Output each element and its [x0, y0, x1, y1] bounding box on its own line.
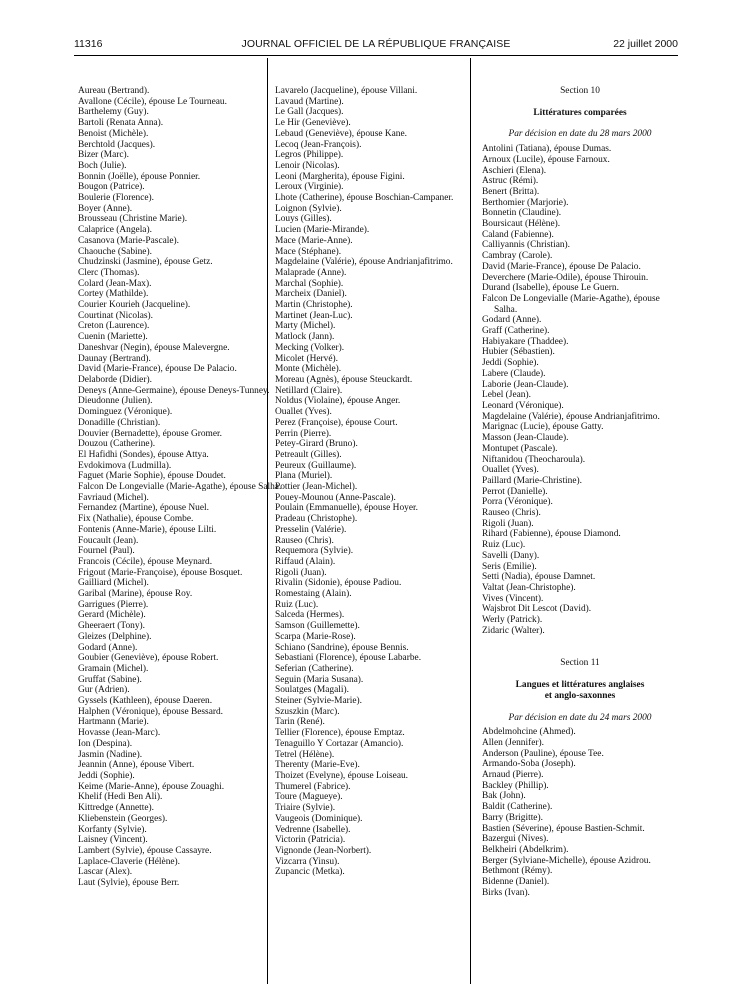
- list-item: Vignonde (Jean-Norbert).: [275, 845, 372, 856]
- list-item: Werly (Patrick).: [482, 615, 543, 626]
- list-item: Deneys (Anne-Germaine), épouse Deneys-Tunney.: [78, 385, 270, 396]
- list-item: Netillard (Claire).: [275, 385, 343, 396]
- list-item: Goubier (Geneviève), épouse Robert.: [78, 653, 219, 664]
- list-item: Berthomier (Marjorie).: [482, 197, 569, 208]
- list-item: Casanova (Marie-Pascale).: [78, 235, 179, 246]
- list-item: Savelli (Dany).: [482, 550, 540, 561]
- list-item: Schiano (Sandrine), épouse Bennis.: [275, 642, 409, 653]
- list-item: Setti (Nadia), épouse Damnet.: [482, 572, 596, 583]
- list-item: Halphen (Véronique), épouse Bessard.: [78, 706, 224, 717]
- publication-date: 22 juillet 2000: [613, 38, 678, 50]
- list-item: Anderson (Pauline), épouse Tee.: [482, 748, 604, 759]
- list-item: Habiyakare (Thaddee).: [482, 336, 569, 347]
- section-11-decision: Par décision en date du 24 mars 2000: [508, 712, 652, 723]
- list-item: Rauseo (Chris).: [482, 508, 541, 519]
- list-item: Brousseau (Christine Marie).: [78, 214, 188, 225]
- list-item: Evdokimova (Ludmilla).: [78, 460, 172, 471]
- list-item: Bonnetin (Claudine).: [482, 208, 562, 219]
- list-item: Faguet (Marie Sophie), épouse Doudet.: [78, 471, 226, 482]
- list-item: Allen (Jennifer).: [482, 737, 544, 748]
- list-item: Bethmont (Rémy).: [482, 866, 553, 877]
- list-item: Birks (Ivan).: [482, 887, 530, 898]
- list-item: Courier Kourieh (Jacqueline).: [78, 300, 191, 311]
- list-item: Dieudonne (Julien).: [78, 396, 153, 407]
- list-item: Garrigues (Pierre).: [78, 599, 149, 610]
- list-item: Jasmin (Nadine).: [78, 749, 143, 760]
- list-item: Thoizet (Evelyne), épouse Loiseau.: [275, 771, 409, 781]
- list-item: Loignon (Sylvie).: [275, 203, 342, 214]
- list-item: Boursicaut (Hélène).: [482, 219, 561, 230]
- list-item: Avallone (Cécile), épouse Le Tourneau.: [78, 96, 227, 107]
- list-item: Le Hir (Geneviève).: [275, 118, 351, 129]
- list-item: Vaugeois (Dominique).: [275, 813, 363, 824]
- list-item: Backley (Phillip).: [482, 780, 549, 791]
- list-item: Poulain (Emmanuelle), épouse Hoyer.: [275, 503, 418, 514]
- list-item: Hovasse (Jean-Marc).: [78, 728, 161, 739]
- list-item: Ouallet (Yves).: [275, 407, 332, 418]
- list-item: Godard (Anne).: [482, 315, 542, 326]
- name-list-column-1: [78, 86, 283, 889]
- list-item: Arnaud (Pierre).: [482, 770, 544, 781]
- list-item: Salceda (Hermes).: [275, 610, 345, 621]
- list-item: Tellier (Florence), épouse Emptaz.: [275, 728, 405, 739]
- list-item: Romestaing (Alain).: [275, 589, 352, 600]
- section-10-decision: Par décision en date du 28 mars 2000: [508, 129, 652, 140]
- list-item: Valtat (Jean-Christophe).: [482, 582, 576, 593]
- list-item: Monte (Michèle).: [275, 364, 342, 375]
- list-item: Szuszkin (Marc).: [275, 706, 340, 717]
- list-item: Ion (Despina).: [78, 738, 133, 749]
- list-item: Tetrel (Hélène).: [275, 749, 335, 760]
- list-item: Montupet (Pascale).: [482, 443, 558, 454]
- list-item: Gerard (Michèle).: [78, 610, 146, 621]
- list-item: Antolini (Tatiana), épouse Dumas.: [482, 144, 612, 155]
- list-item: Labere (Claude).: [482, 368, 546, 379]
- list-item: Fernandez (Martine), épouse Nuel.: [78, 503, 209, 514]
- list-item: Lucien (Marie-Mirande).: [275, 225, 370, 236]
- list-item: Hubier (Sébastien).: [482, 347, 555, 358]
- list-item: Martin (Christophe).: [275, 300, 353, 311]
- page-header: [74, 38, 678, 54]
- section-10-title: Littératures comparées: [533, 107, 627, 118]
- list-item: Requemora (Sylvie).: [275, 546, 354, 557]
- list-item: Presselin (Valérie).: [275, 524, 347, 535]
- list-item: Lavaud (Martine).: [275, 96, 344, 107]
- list-item: Lambert (Sylvie), épouse Cassayre.: [78, 845, 212, 856]
- list-item: Bastien (Séverine), épouse Bastien-Schmit.: [482, 823, 645, 834]
- section-gap: [482, 636, 678, 658]
- list-item: Fix (Nathalie), épouse Combe.: [78, 514, 194, 525]
- list-item: Chudzinski (Jasmine), épouse Getz.: [78, 257, 213, 268]
- section-11-title: [482, 680, 678, 701]
- list-item: Leoni (Margherita), épouse Figini.: [275, 171, 405, 182]
- list-item: Lecoq (Jean-François).: [275, 139, 362, 150]
- list-item: Ruiz (Luc).: [482, 540, 526, 551]
- list-item: Malaprade (Anne).: [275, 267, 347, 278]
- list-item: El Hafidhi (Sondes), épouse Attya.: [78, 449, 209, 460]
- list-item: Zidaric (Walter).: [482, 625, 545, 636]
- list-item: Wajsbrot Dit Lescot (David).: [482, 604, 592, 615]
- list-item: Berger (Sylviane-Michelle), épouse Azidrou.: [482, 855, 651, 866]
- list-item: Creton (Laurence).: [78, 321, 150, 332]
- list-item: Lavarelo (Jacqueline), épouse Villani.: [275, 86, 418, 96]
- list-item: Kliebenstein (Georges).: [78, 813, 168, 824]
- list-item: Niftanidou (Theocharoula).: [482, 454, 586, 465]
- list-item: Bidenne (Daniel).: [482, 877, 550, 888]
- list-item: Ouallet (Yves).: [482, 465, 539, 476]
- list-item: Hartmann (Marie).: [78, 717, 149, 728]
- list-item: Douvier (Bernadette), épouse Gromer.: [78, 428, 222, 439]
- list-item: Boulerie (Florence).: [78, 193, 155, 204]
- list-item: Armando-Soba (Joseph).: [482, 759, 576, 770]
- list-item: Mace (Stéphane).: [275, 246, 342, 257]
- list-item: Seferian (Catherine).: [275, 663, 354, 674]
- list-item: Riffaud (Alain).: [275, 556, 336, 567]
- list-item: Keime (Marie-Anne), épouse Zouaghi.: [78, 781, 225, 792]
- list-item: Lebaud (Geneviève), épouse Kane.: [275, 128, 407, 139]
- list-item: Scarpa (Marie-Rose).: [275, 631, 356, 642]
- header-rule: [74, 55, 678, 56]
- list-item: Matlock (Jann).: [275, 332, 335, 343]
- list-item: Pottier (Jean-Michel).: [275, 482, 358, 493]
- list-item: Laborie (Jean-Claude).: [482, 379, 569, 390]
- list-item: Francois (Cécile), épouse Meynard.: [78, 556, 213, 567]
- list-item: Leroux (Virginie).: [275, 182, 344, 193]
- list-item: Marcheix (Daniel).: [275, 289, 347, 300]
- list-item: Magdelaine (Valérie), épouse Andrianjafitrimo.: [482, 411, 660, 422]
- list-item: Marty (Michel).: [275, 321, 336, 332]
- list-item: Louys (Gilles).: [275, 214, 332, 225]
- list-item: Korfanty (Sylvie).: [78, 824, 147, 835]
- list-item: Petreault (Gilles).: [275, 449, 342, 460]
- list-item: Colard (Jean-Max).: [78, 278, 152, 289]
- list-item: Khelif (Hedi Ben Ali).: [78, 792, 163, 803]
- list-item: Pouey-Mounou (Anne-Pascale).: [275, 492, 396, 503]
- list-item: Foucault (Jean).: [78, 535, 139, 546]
- list-item: Durand (Isabelle), épouse Le Guern.: [482, 283, 619, 294]
- list-item: Bartoli (Renata Anna).: [78, 118, 164, 129]
- list-item: Fontenis (Anne-Marie), épouse Lilti.: [78, 524, 217, 535]
- list-item: Bak (John).: [482, 791, 526, 802]
- list-item: Zupancic (Metka).: [275, 867, 345, 878]
- journal-title: JOURNAL OFFICIEL DE LA RÉPUBLIQUE FRANÇAISE: [241, 38, 511, 50]
- list-item: Berchtold (Jacques).: [78, 139, 156, 150]
- list-item: Dominguez (Véronique).: [78, 407, 173, 418]
- list-item: Seguin (Maria Susana).: [275, 674, 364, 685]
- list-item: Belkheiri (Abdelkrim).: [482, 845, 569, 855]
- list-item: Godard (Anne).: [78, 642, 138, 653]
- list-item: Gleizes (Delphine).: [78, 631, 152, 642]
- list-item: Kittredge (Annette).: [78, 803, 155, 814]
- list-item: Caland (Fabienne).: [482, 229, 554, 240]
- list-item: Perez (Françoise), épouse Court.: [275, 417, 398, 428]
- list-item: Ruiz (Luc).: [275, 599, 319, 610]
- list-item: Laplace-Claverie (Hélène).: [78, 856, 181, 867]
- list-item: Bizer (Marc).: [78, 150, 130, 161]
- list-item: Perrin (Pierre).: [275, 428, 332, 439]
- list-item: Mace (Marie-Anne).: [275, 235, 353, 246]
- list-item: Douzou (Catherine).: [78, 439, 156, 450]
- list-item: Martinet (Jean-Luc).: [275, 310, 353, 321]
- list-item: Astruc (Rémi).: [482, 176, 539, 187]
- list-item: Gyssels (Kathleen), épouse Daeren.: [78, 696, 213, 707]
- list-item: Tarin (René).: [275, 717, 325, 728]
- list-item: Paillard (Marie-Christine).: [482, 475, 582, 486]
- name-list-column-3: [482, 86, 678, 899]
- list-item: Micolet (Hervé).: [275, 353, 338, 364]
- list-item: Abdelmohcine (Ahmed).: [482, 727, 576, 738]
- section-11-title-line-1: Langues et littératures anglaises: [515, 680, 645, 691]
- list-item: Jeannin (Anne), épouse Vibert.: [78, 760, 195, 771]
- list-item: Fournel (Paul).: [78, 546, 135, 557]
- list-item: Rigoli (Juan).: [482, 518, 534, 529]
- list-item: Gheeraert (Tony).: [78, 621, 146, 632]
- list-item: Petey-Girard (Bruno).: [275, 439, 358, 450]
- list-item: Rihard (Fabienne), épouse Diamond.: [482, 529, 621, 540]
- list-item: Rivalin (Sidonie), épouse Padiou.: [275, 578, 402, 589]
- list-item: Favriaud (Michel).: [78, 492, 149, 503]
- list-item: Gramain (Michel).: [78, 663, 149, 674]
- page-number: 11316: [74, 38, 103, 50]
- list-item: Lhote (Catherine), épouse Boschian-Campaner.: [275, 193, 454, 204]
- list-item: Barthelemy (Guy).: [78, 107, 149, 118]
- list-item: Magdelaine (Valérie), épouse Andrianjafitrimo.: [275, 257, 453, 268]
- list-item: Calliyannis (Christian).: [482, 240, 571, 251]
- list-item: Noldus (Violaine), épouse Anger.: [275, 396, 401, 407]
- list-item: Moreau (Agnès), épouse Steuckardt.: [275, 374, 413, 385]
- list-item: Seris (Emilie).: [482, 561, 537, 572]
- list-item: Gailliard (Michel).: [78, 578, 149, 589]
- list-item: Toure (Magueye).: [275, 792, 343, 803]
- list-item: Bazergui (Nives).: [482, 834, 549, 845]
- list-item: Bonnin (Joëlle), épouse Ponnier.: [78, 171, 201, 182]
- list-item: Pradeau (Christophe).: [275, 514, 358, 525]
- list-item: Le Gall (Jacques).: [275, 107, 344, 118]
- list-item: Frigout (Marie-Françoise), épouse Bosquet.: [78, 567, 243, 578]
- list-item: Lebel (Jean).: [482, 390, 531, 401]
- list-item: Aureau (Bertrand).: [78, 86, 150, 96]
- list-item: Aschieri (Elena).: [482, 165, 547, 176]
- list-item: Cuenin (Mariette).: [78, 332, 148, 343]
- list-item: David (Marie-France), épouse De Palacio.: [78, 364, 237, 375]
- list-item: Mecking (Volker).: [275, 342, 345, 353]
- list-item: Graff (Catherine).: [482, 326, 550, 337]
- list-item: David (Marie-France), épouse De Palacio.: [482, 261, 641, 272]
- list-item: Peureux (Guillaume).: [275, 460, 357, 471]
- list-item: Courtinat (Nicolas).: [78, 310, 153, 321]
- list-item: Therenty (Marie-Eve).: [275, 760, 360, 771]
- list-item: Daneshvar (Negin), épouse Malevergne.: [78, 342, 230, 353]
- section-11-heading: Section 11: [560, 658, 600, 669]
- list-item: Legros (Philippe).: [275, 150, 344, 161]
- list-item: Triaire (Sylvie).: [275, 803, 336, 814]
- list-item: Daunay (Bertrand).: [78, 353, 151, 364]
- list-item: Marchal (Sophie).: [275, 278, 344, 289]
- list-item: Samson (Guillemette).: [275, 621, 360, 632]
- list-item: Vives (Vincent).: [482, 593, 544, 604]
- list-item: Laut (Sylvie), épouse Berr.: [78, 878, 180, 889]
- list-item: Lascar (Alex).: [78, 867, 133, 878]
- list-item: Lenoir (Nicolas).: [275, 160, 340, 171]
- list-item: Vizcarra (Yinsu).: [275, 856, 340, 867]
- list-item: Garibal (Marine), épouse Roy.: [78, 589, 193, 600]
- section-11-list: [482, 727, 678, 898]
- section-10-list: [482, 144, 678, 636]
- name-list-column-2: [275, 86, 480, 878]
- list-item: Cortey (Mathilde).: [78, 289, 149, 300]
- list-item: Delaborde (Didier).: [78, 374, 152, 385]
- list-item: Deverchere (Marie-Odile), épouse Thirouin.: [482, 272, 649, 283]
- list-item: Benert (Britta).: [482, 186, 540, 197]
- list-item: Boyer (Anne).: [78, 203, 133, 214]
- list-item: Bougon (Patrice).: [78, 182, 145, 193]
- list-item: Arnoux (Lucile), épouse Farnoux.: [482, 154, 610, 165]
- list-item: Cambray (Carole).: [482, 251, 553, 262]
- list-item: Benoist (Michèle).: [78, 128, 149, 139]
- list-item: Gur (Adrien).: [78, 685, 130, 696]
- list-item: Clerc (Thomas).: [78, 267, 140, 278]
- list-item: Chaouche (Sabine).: [78, 246, 152, 257]
- list-item: Boch (Julie).: [78, 160, 127, 171]
- list-item: Perrot (Danielle).: [482, 486, 548, 497]
- list-item: Plana (Muriel).: [275, 471, 333, 482]
- list-item: Donadille (Christian).: [78, 417, 161, 428]
- list-item: Falcon De Longevialle (Marie-Agathe), épouse Salha.: [482, 293, 660, 315]
- list-item: Barry (Brigitte).: [482, 812, 543, 823]
- list-item: Calaprice (Angela).: [78, 225, 152, 236]
- list-item: Jeddi (Sophie).: [78, 771, 135, 781]
- section-11-title-line-2: et anglo-saxonnes: [544, 690, 616, 701]
- list-item: Tenaguillo Y Cortazar (Amancio).: [275, 738, 404, 749]
- list-item: Rigoli (Juan).: [275, 567, 327, 578]
- list-item: Sebastiani (Florence), épouse Labarbe.: [275, 653, 422, 664]
- list-item: Rauseo (Chris).: [275, 535, 334, 546]
- list-item: Jeddi (Sophie).: [482, 358, 539, 369]
- list-item: Victorin (Patricia).: [275, 835, 346, 846]
- section-10-heading: Section 10: [560, 86, 600, 96]
- list-item: Masson (Jean-Claude).: [482, 433, 569, 444]
- list-item: Porra (Véronique).: [482, 497, 553, 508]
- list-item: Falcon De Longevialle (Marie-Agathe), épouse Salha.: [78, 482, 282, 493]
- list-item: Vedrenne (Isabelle).: [275, 824, 351, 835]
- list-item: Laisney (Vincent).: [78, 835, 148, 846]
- list-item: Soulatges (Magali).: [275, 685, 349, 696]
- list-item: Marignac (Lucie), épouse Gatty.: [482, 422, 604, 433]
- list-item: Gruffat (Sabine).: [78, 674, 142, 685]
- list-item: Leonard (Véronique).: [482, 400, 564, 411]
- list-item: Baldit (Catherine).: [482, 802, 553, 813]
- list-item: Thumerel (Fabrice).: [275, 781, 351, 792]
- list-item: Steiner (Sylvie-Marie).: [275, 696, 362, 707]
